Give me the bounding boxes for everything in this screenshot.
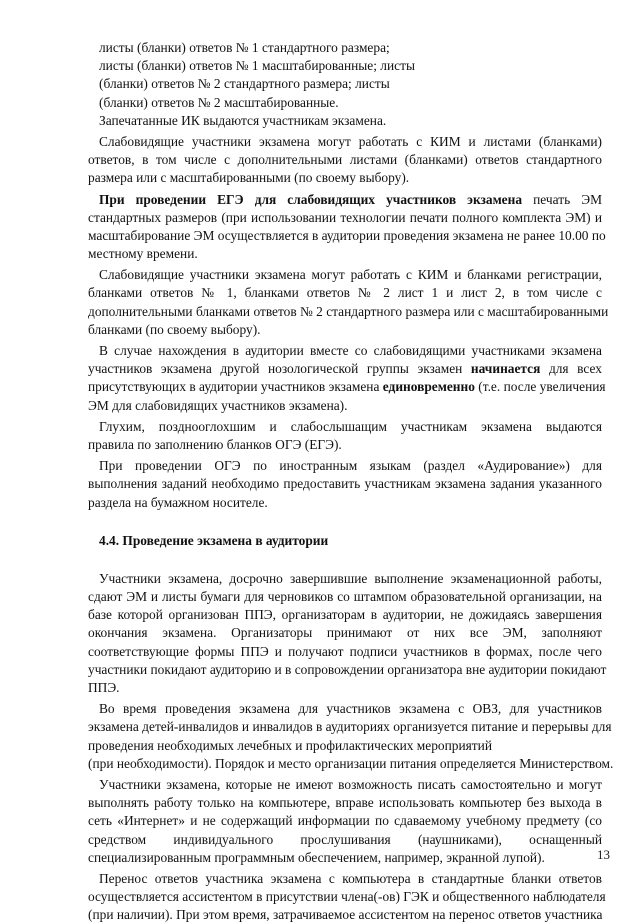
text-segment: Глухим, позднооглохшим и слабослышащим участникам экзамена выдаются <box>99 418 602 434</box>
text-segment: участники покидают аудиторию и в сопровождении организатора вне аудитории покидают <box>88 661 607 677</box>
text-line <box>88 718 612 736</box>
paragraph <box>88 342 606 415</box>
paragraph <box>88 266 609 339</box>
text-segment: (бланки) ответов № 2 масштабированные. <box>99 94 339 110</box>
text-segment: правила по заполнению бланков ОГЭ (ЕГЭ). <box>88 436 342 452</box>
text-line <box>88 191 602 209</box>
text-line <box>88 906 602 924</box>
text-segment: раздела на бумажном носителе. <box>88 494 268 510</box>
text-line <box>88 643 602 661</box>
text-line <box>88 418 602 436</box>
paragraph <box>88 570 607 697</box>
paragraph <box>88 418 602 454</box>
text-line <box>88 794 602 812</box>
text-segment: участников экзамена другой нозологической группы экзамен <box>88 361 471 377</box>
text-segment: ЭМ для слабовидящих участников экзамена). <box>88 397 348 413</box>
text-line <box>88 151 602 169</box>
text-line <box>88 75 602 93</box>
text-line <box>88 679 602 697</box>
text-segment: листы (бланки) ответов № 1 масштабированные; листы <box>99 58 415 74</box>
text-line <box>88 588 602 606</box>
text-segment: сеть «Интернет» и не содержащий информации по сдаваемому учебному предмету (со <box>88 813 602 829</box>
text-line <box>88 475 602 493</box>
paragraph <box>88 39 602 130</box>
text-segment: ППЭ. <box>88 680 120 695</box>
text-segment: (при необходимости). Порядок и место организации питания определяется Министерством. <box>88 755 614 771</box>
text-segment: местному времени. <box>88 246 198 262</box>
text-line <box>88 209 602 227</box>
text-segment: экзамена детей-инвалидов и инвалидов в аудиториях организуется питание и перерывы для <box>88 719 612 735</box>
paragraph <box>88 700 614 773</box>
bold-text: При проведении ЕГЭ для слабовидящих участников экзамена <box>99 191 523 207</box>
text-segment: Участники экзамена, досрочно завершившие выполнение экзаменационной работы, <box>99 570 602 586</box>
text-line <box>88 436 602 454</box>
text-segment: листы (бланки) ответов № 1 стандартного размера; <box>99 40 390 55</box>
paragraph <box>88 776 602 867</box>
text-segment: осуществляется ассистентом в присутствии члена(-ов) ГЭК и общественного наблюдателя <box>88 889 606 905</box>
text-line <box>88 342 602 360</box>
text-line <box>88 227 606 245</box>
paragraph <box>88 457 602 512</box>
text-segment: В случае нахождения в аудитории вместе со слабовидящими участниками экзамена <box>99 343 602 358</box>
text-segment: выполнения заданий необходимо предоставить участникам экзамена задания указанного <box>88 476 602 492</box>
bold-text: единовременно <box>382 379 475 395</box>
text-line <box>88 112 602 130</box>
text-segment: размера или с масштабированными (по своему выбору). <box>88 170 410 186</box>
text-segment: выполнять работу только на компьютере, вправе использовать компьютер без выхода в <box>88 795 602 811</box>
text-line <box>88 661 607 679</box>
text-segment: окончания экзамена. Организаторы принимают от них все ЭМ, заполняют <box>88 625 602 641</box>
text-line <box>88 321 602 339</box>
text-segment: бланками (по своему выбору). <box>88 321 261 337</box>
text-line <box>88 94 602 112</box>
text-line <box>88 776 602 794</box>
text-segment: (бланки) ответов № 2 стандартного размера; листы <box>99 76 390 92</box>
text-segment: присутствующих в аудитории участников экзамена <box>88 379 383 395</box>
page-number: 13 <box>597 847 610 862</box>
text-line <box>88 737 602 755</box>
text-line <box>88 570 602 588</box>
text-line <box>88 624 602 642</box>
text-segment: печать ЭМ <box>522 191 602 207</box>
paragraph <box>88 191 606 264</box>
text-segment: сдают ЭМ и листы бумаги для черновиков со штампом образовательной организации, на <box>88 589 602 605</box>
text-segment: специализированным программным обеспечением, например, экранной лупой). <box>88 849 545 865</box>
text-segment: соответствующие формы ППЭ и получают подписи участников в формах, после чего <box>88 643 602 659</box>
text-segment: Слабовидящие участники экзамена могут работать с КИМ и листами (бланками) <box>99 133 602 149</box>
bold-text: начинается <box>470 361 541 377</box>
text-line <box>88 457 602 475</box>
text-line <box>88 39 602 57</box>
text-segment: Слабовидящие участники экзамена могут работать с КИМ и бланками регистрации, <box>99 267 602 283</box>
text-segment: дополнительными бланками ответов № 2 стандартного размера или с масштабированными <box>88 303 609 319</box>
text-line <box>88 169 602 187</box>
section-heading: 4.4. Проведение экзамена в аудитории <box>99 532 329 548</box>
text-line <box>88 494 602 512</box>
text-line <box>88 888 606 906</box>
paragraph <box>88 870 606 924</box>
text-line <box>88 245 602 263</box>
paragraph <box>88 133 602 188</box>
text-line <box>88 284 602 302</box>
text-segment: средством индивидуального прослушивания (наушниками), оснащенный <box>88 831 602 847</box>
text-segment: проведения необходимых лечебных и профилактических мероприятий <box>88 737 492 753</box>
text-line <box>88 378 606 396</box>
text-segment: Запечатанные ИК выдаются участникам экзамена. <box>99 112 387 128</box>
text-line <box>88 266 602 284</box>
text-line <box>88 700 602 718</box>
text-line <box>88 755 614 773</box>
text-segment: для всех <box>540 361 602 377</box>
text-segment: базе которой организован ППЭ, организаторам в аудитории, не дожидаясь завершения <box>88 607 602 623</box>
text-line <box>88 870 602 888</box>
text-line <box>88 849 602 867</box>
text-line <box>88 606 602 624</box>
text-segment: ответов, в том числе с дополнительными листами (бланками) ответов стандартного <box>88 152 602 168</box>
text-line <box>88 397 602 415</box>
text-line <box>88 360 602 378</box>
text-line <box>88 133 602 151</box>
text-line <box>88 57 602 75</box>
text-line <box>88 812 602 830</box>
text-segment: Участники экзамена, которые не имеют возможность писать самостоятельно и могут <box>99 776 602 792</box>
text-segment: При проведении ОГЭ по иностранным языкам (раздел «Аудирование») для <box>99 458 602 474</box>
text-segment: Перенос ответов участника экзамена с компьютера в стандартные бланки ответов <box>99 870 602 886</box>
text-segment: масштабирование ЭМ осуществляется в аудитории проведения экзамена не ранее 10.00 по <box>88 227 606 243</box>
text-segment: стандартных размеров (при использовании технологии печати полного комплекта ЭМ) и <box>88 209 602 225</box>
text-segment: (при наличии). При этом время, затрачиваемое ассистентом на перенос ответов участника <box>88 907 603 923</box>
text-segment: бланками ответов № 1, бланками ответов № 2 лист 1 и лист 2, в том числе с <box>88 285 602 301</box>
text-segment: (т.е. после увеличения <box>474 379 606 395</box>
text-segment: Во время проведения экзамена для участников экзамена с ОВЗ, для участников <box>99 701 602 717</box>
text-line <box>88 831 602 849</box>
text-line <box>88 303 609 321</box>
